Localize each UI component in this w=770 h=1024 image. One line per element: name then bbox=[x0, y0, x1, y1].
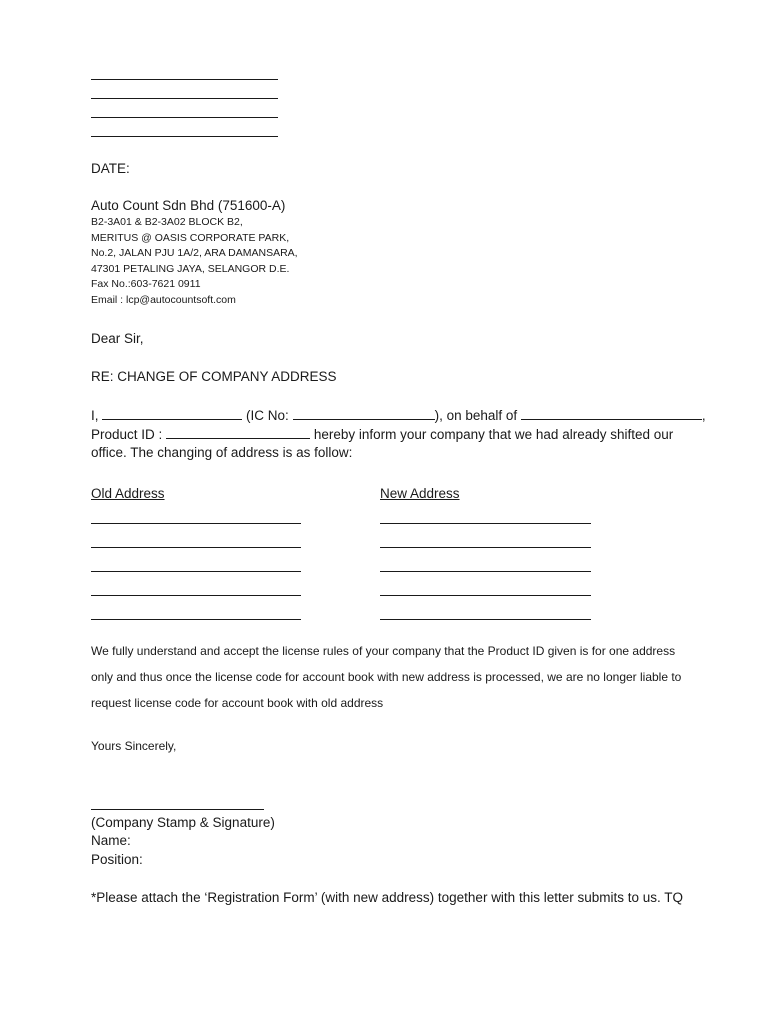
license-line-3: request license code for account book with old address bbox=[91, 696, 384, 710]
address-line: B2-3A01 & B2-3A02 BLOCK B2, bbox=[91, 216, 243, 228]
body-line-3: office. The changing of address is as follow: bbox=[91, 445, 353, 460]
product-id-blank[interactable] bbox=[166, 425, 310, 439]
stamp-label: (Company Stamp & Signature) bbox=[91, 815, 275, 830]
signature-line[interactable] bbox=[91, 809, 264, 810]
new-address-heading: New Address bbox=[380, 486, 460, 501]
sender-line-3 bbox=[91, 117, 278, 118]
new-address-line[interactable] bbox=[380, 547, 591, 548]
new-address-line[interactable] bbox=[380, 595, 591, 596]
name-blank[interactable] bbox=[102, 406, 242, 420]
salutation: Dear Sir, bbox=[91, 331, 144, 346]
product-id-label: Product ID : bbox=[91, 427, 163, 442]
recipient-company: Auto Count Sdn Bhd (751600-A) bbox=[91, 198, 286, 213]
body-line-2 bbox=[91, 425, 673, 444]
email-line: Email : lcp@autocountsoft.com bbox=[91, 293, 236, 306]
company-blank[interactable] bbox=[521, 406, 702, 420]
line1-end: , bbox=[701, 408, 706, 423]
attachment-note: *Please attach the ‘Registration Form’ (with new address) together with this letter submits to us. TQ bbox=[91, 890, 684, 905]
new-address-line[interactable] bbox=[380, 619, 591, 620]
sender-line-4 bbox=[91, 136, 278, 137]
ic-label: (IC No: bbox=[246, 408, 289, 423]
old-address-line[interactable] bbox=[91, 547, 301, 548]
name-label: Name: bbox=[91, 833, 131, 848]
old-address-line[interactable] bbox=[91, 571, 301, 572]
new-address-line[interactable] bbox=[380, 571, 591, 572]
closing: Yours Sincerely, bbox=[91, 739, 177, 753]
old-address-line[interactable] bbox=[91, 619, 301, 620]
fax-line: Fax No.:603-7621 0911 bbox=[91, 278, 201, 291]
old-address-line[interactable] bbox=[91, 523, 301, 524]
body-line-2-text: hereby inform your company that we had already shifted our bbox=[313, 427, 674, 442]
old-address-heading: Old Address bbox=[91, 486, 165, 501]
date-label: DATE: bbox=[91, 161, 130, 176]
i-prefix: I, bbox=[91, 408, 99, 423]
sender-line-2 bbox=[91, 98, 278, 99]
behalf-label: ), on behalf of bbox=[434, 408, 518, 423]
body-line-1 bbox=[91, 406, 706, 425]
address-line: MERITUS @ OASIS CORPORATE PARK, bbox=[91, 231, 290, 244]
sender-line-1 bbox=[91, 79, 278, 80]
license-line-1: We fully understand and accept the license rules of your company that the Product ID given is for one address bbox=[91, 644, 676, 658]
subject-line: RE: CHANGE OF COMPANY ADDRESS bbox=[91, 369, 337, 384]
position-label: Position: bbox=[91, 852, 143, 867]
license-line-2: only and thus once the license code for account book with new address is processed, we are no longer liable to bbox=[91, 670, 682, 684]
new-address-line[interactable] bbox=[380, 523, 591, 524]
address-line: No.2, JALAN PJU 1A/2, ARA DAMANSARA, bbox=[91, 247, 298, 260]
old-address-line[interactable] bbox=[91, 595, 301, 596]
ic-blank[interactable] bbox=[293, 406, 435, 420]
recipient-address bbox=[91, 215, 298, 309]
address-line: 47301 PETALING JAYA, SELANGOR D.E. bbox=[91, 262, 290, 275]
